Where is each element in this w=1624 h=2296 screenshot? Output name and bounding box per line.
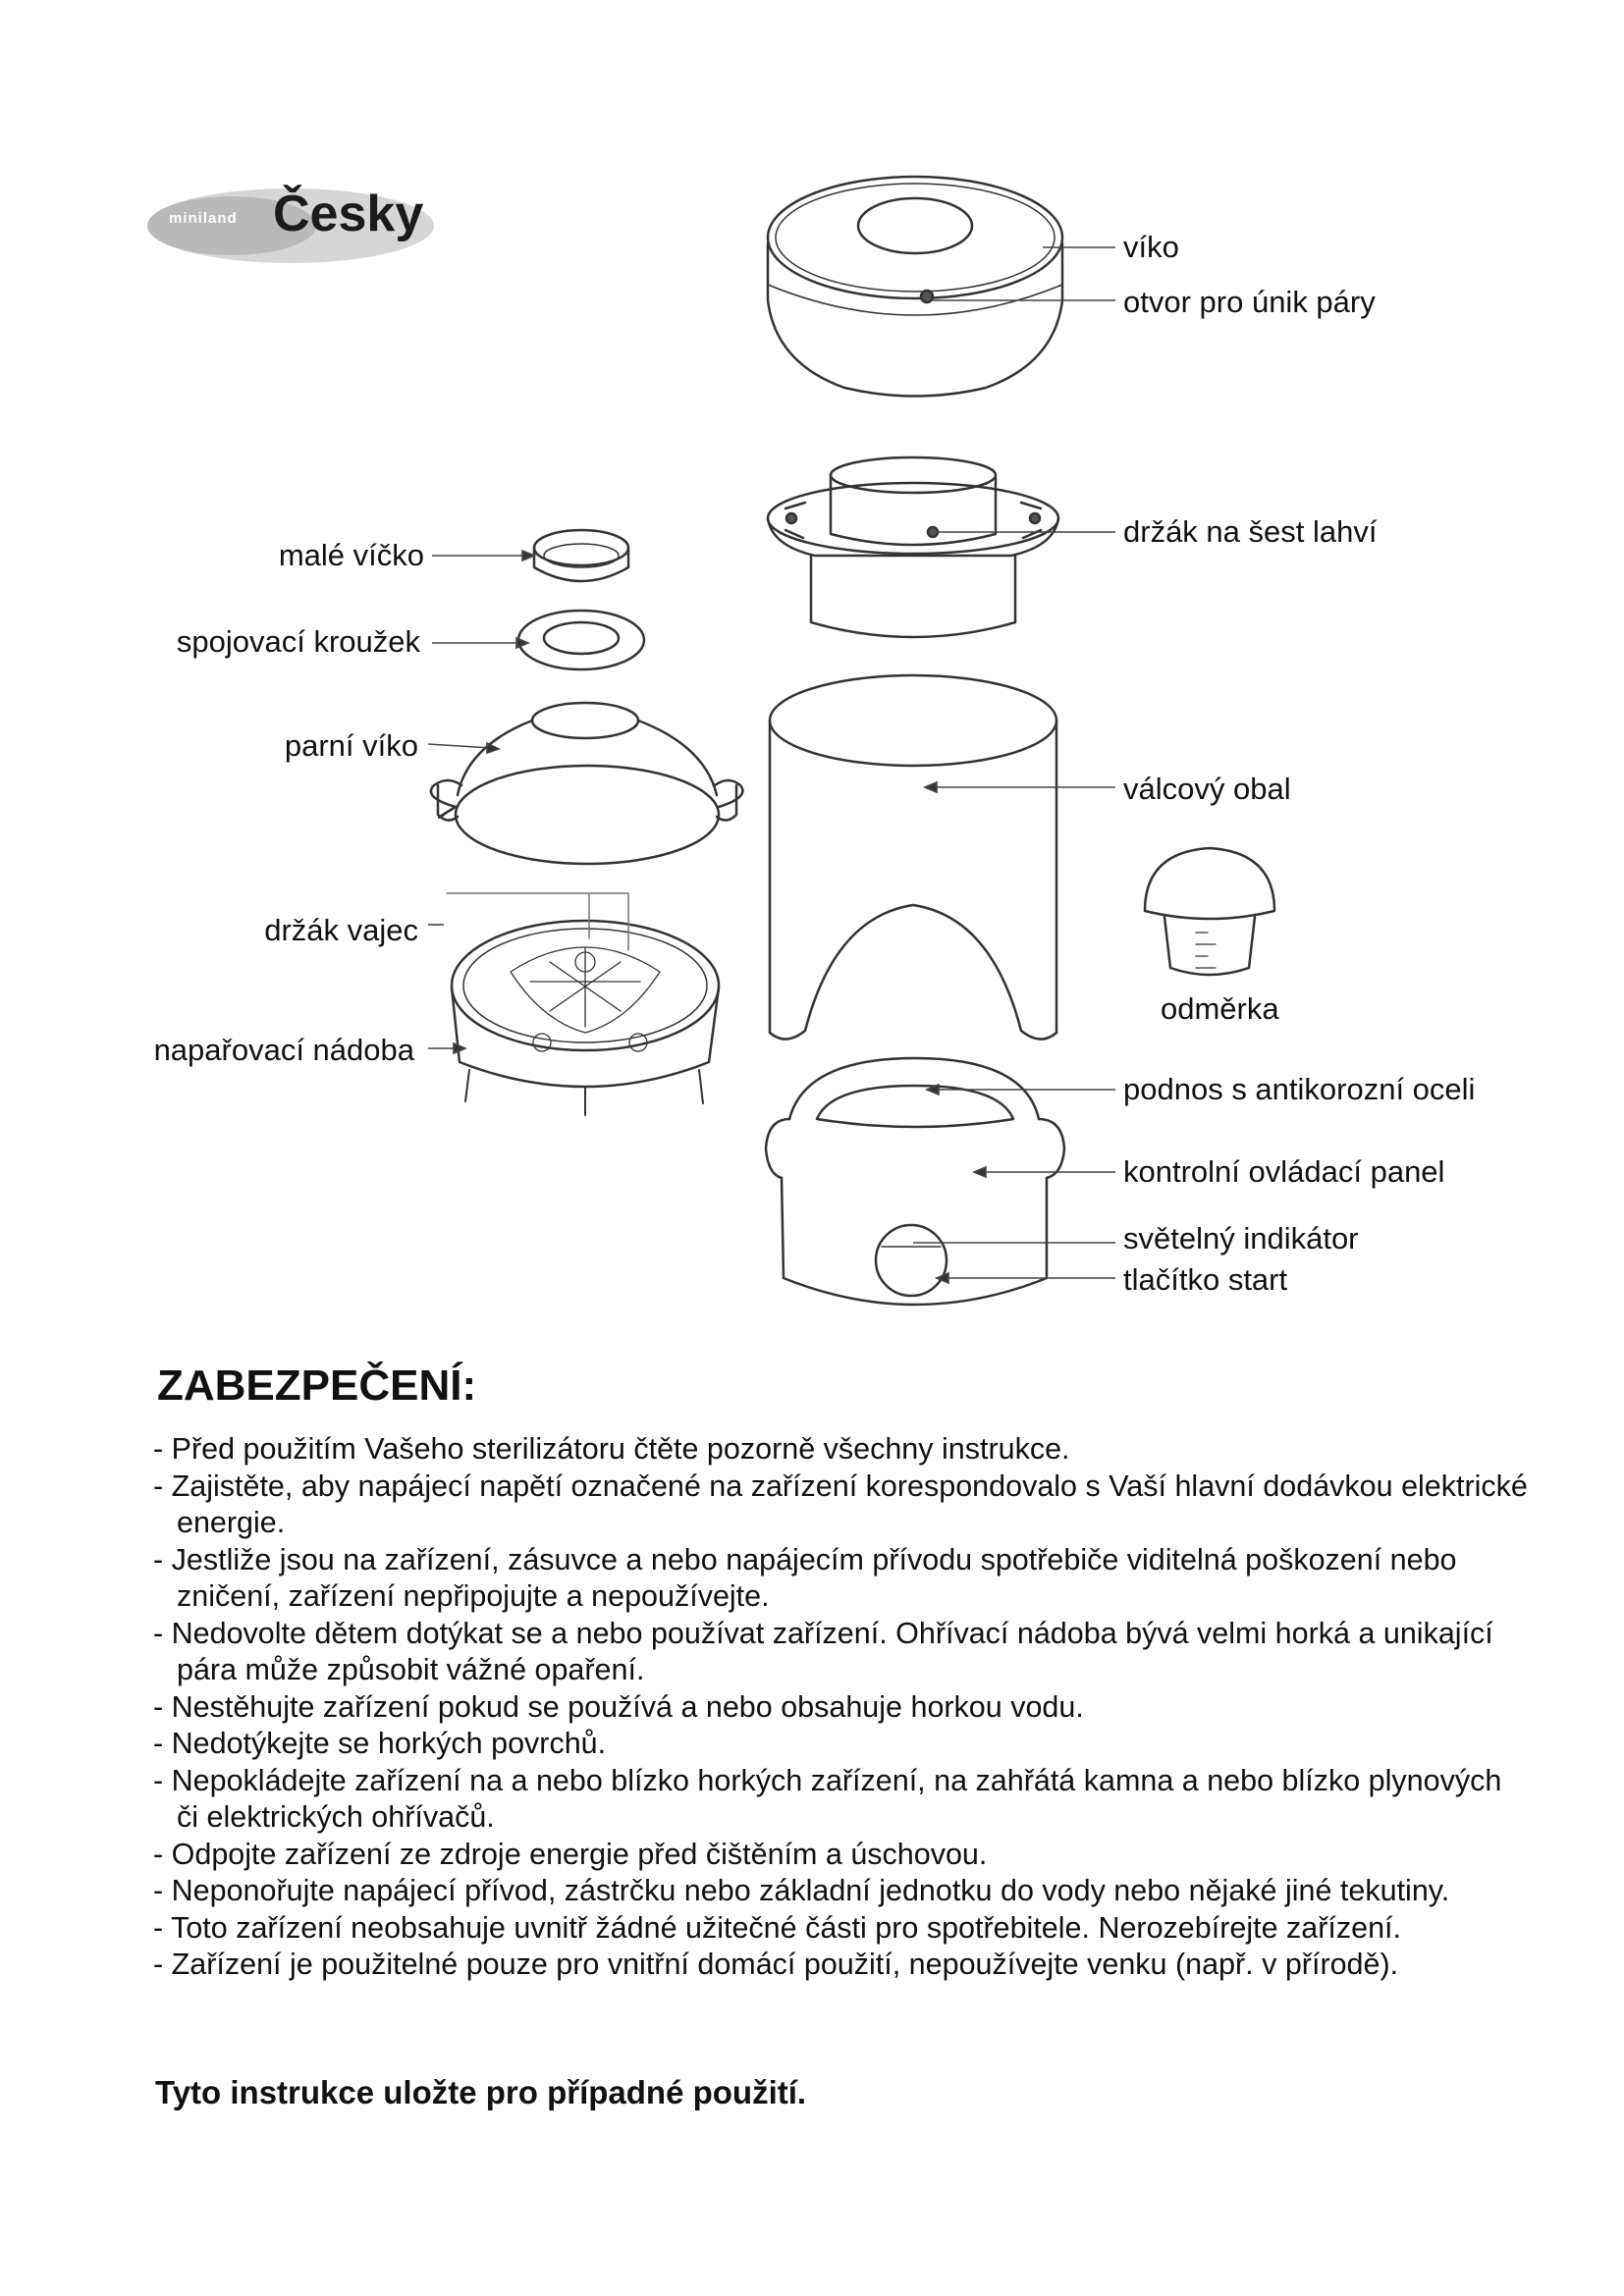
safety-item: - Před použitím Vašeho sterilizátoru čtěte pozorně všechny instrukce. [153, 1432, 1070, 1466]
label-control-panel: kontrolní ovládací panel [1123, 1154, 1445, 1189]
safety-item: - Zařízení je použitelné pouze pro vnitřní domácí použití, nepoužívejte venku (např. v přírodě). [153, 1948, 1399, 1981]
label-cylinder-cover: válcový obal [1123, 772, 1291, 806]
brand-name: miniland [169, 210, 238, 227]
label-start-button: tlačítko start [1123, 1262, 1288, 1297]
base-unit-drawing [766, 1058, 1064, 1305]
steam-lid-drawing [431, 703, 743, 864]
safety-item: - Toto zařízení neobsahuje uvnitř žádné užitečné části pro spotřebitele. Nerozebírejte zařízení. [153, 1910, 1401, 1945]
cylinder-cover-drawing [770, 675, 1056, 1040]
safety-item: - Zajistěte, aby napájecí napětí označené na zařízení korespondovalo s Vaší hlavní dodávkou elektrické energie. [153, 1468, 1528, 1539]
connecting-ring-drawing [518, 611, 644, 669]
bottle-holder-drawing [768, 457, 1058, 637]
label-small-lid: malé víčko [278, 538, 424, 572]
label-measuring-cup: odměrka [1161, 991, 1279, 1026]
safety-item: - Jestliže jsou na zařízení, zásuvce a nebo napájecím přívodu spotřebiče viditelná poškození nebo zničení, zařízení nepřipojujte a nepoužívejte. [153, 1542, 1457, 1613]
label-lid: víko [1123, 230, 1179, 264]
safety-item: - Nepokládejte zařízení na a nebo blízko horkých zařízení, na zahřátá kamna a nebo blízko plynových či elektrických ohřívačů. [153, 1763, 1502, 1834]
safety-item: - Odpojte zařízení ze zdroje energie před čištěním a úschovou. [153, 1837, 988, 1871]
small-lid-drawing [534, 530, 628, 581]
label-steel-tray: podnos s antikorozní oceli [1123, 1072, 1476, 1106]
label-indicator-light: světelný indikátor [1123, 1221, 1359, 1255]
label-egg-holder: držák vajec [264, 913, 418, 947]
safety-item: - Nedovolte dětem dotýkat se a nebo používat zařízení. Ohřívací nádoba bývá velmi horká a unikající pára může způsobit vážné opaření. [153, 1616, 1493, 1686]
steaming-bowl-drawing [447, 893, 719, 1115]
safety-item: - Nedotýkejte se horkých povrchů. [153, 1727, 607, 1760]
label-steaming-bowl: napařovací nádoba [153, 1033, 414, 1067]
label-steam-vent: otvor pro únik páry [1123, 285, 1376, 319]
safety-item: - Neponořujte napájecí přívod, zástrčku nebo základní jednotku do vody nebo nějaké jiné tekutiny. [153, 1874, 1450, 1907]
label-connecting-ring: spojovací kroužek [176, 624, 420, 659]
safety-item: - Nestěhujte zařízení pokud se používá a nebo obsahuje horkou vodu. [153, 1689, 1084, 1724]
lid-drawing [768, 177, 1062, 397]
safety-list [153, 1431, 1528, 1984]
language-title: Česky [273, 186, 424, 242]
measuring-cup-drawing [1145, 848, 1274, 975]
safety-title: ZABEZPEČENÍ: [157, 1362, 477, 1410]
label-bottle-holder: držák na šest lahví [1123, 514, 1378, 549]
footer-note: Tyto instrukce uložte pro případné použití. [155, 2074, 807, 2110]
label-steam-lid: parní víko [284, 728, 418, 763]
